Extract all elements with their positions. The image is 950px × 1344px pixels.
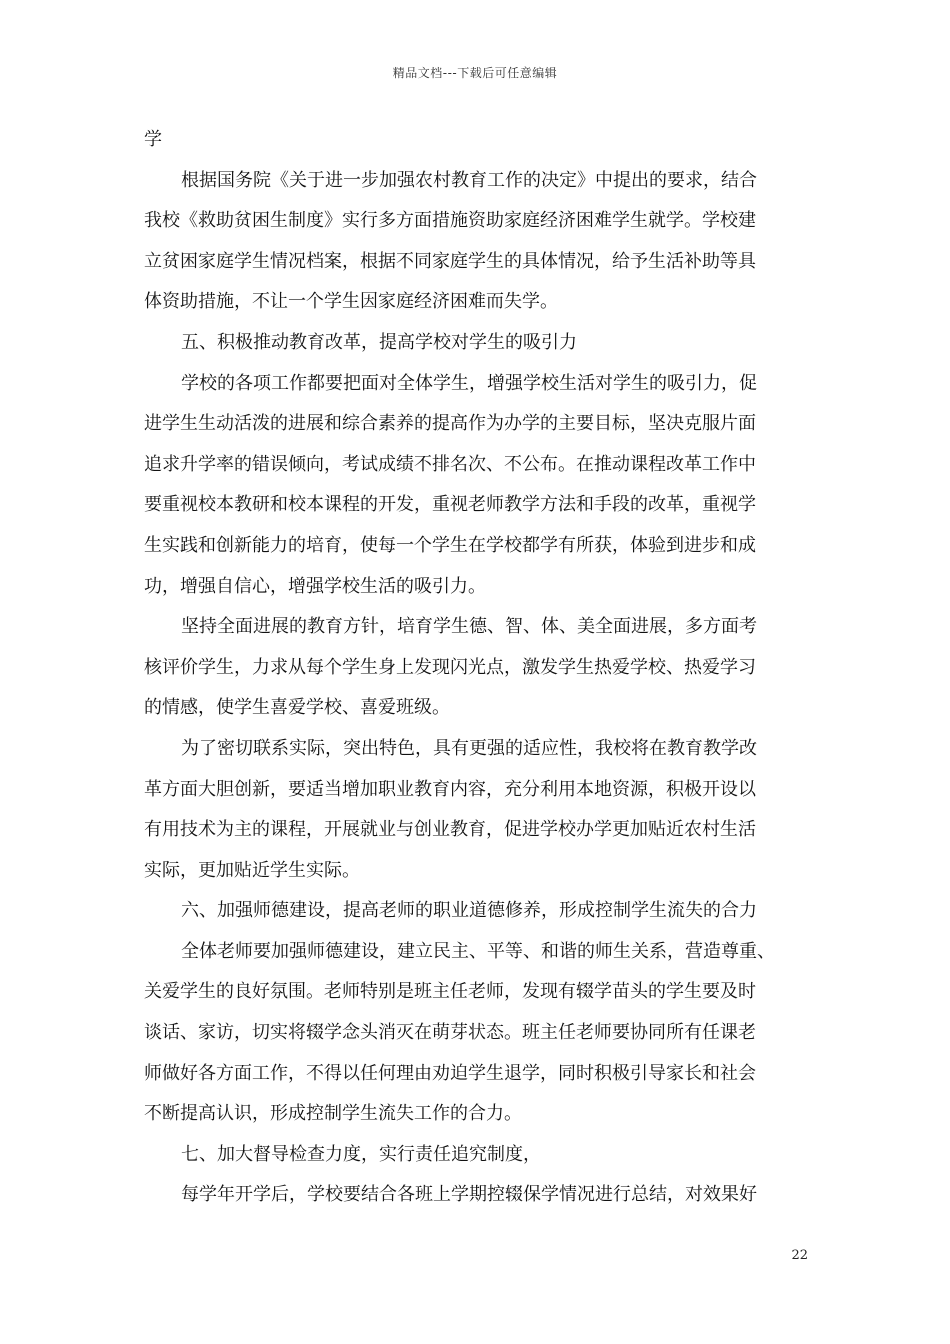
page-header: 精品文档---下载后可任意编辑 — [392, 66, 558, 80]
text-line: 坚持全面进展的教育方针，培育学生德、智、体、美全面进展，多方面考 — [181, 616, 757, 638]
section-heading: 七、加大督导检查力度，实行责任追究制度， — [181, 1143, 541, 1165]
text-line: 每学年开学后，学校要结合各班上学期控辍保学情况进行总结，对效果好 — [181, 1184, 757, 1206]
page-number: 22 — [791, 1248, 808, 1263]
text-line: 的情感，使学生喜爱学校、喜爱班级。 — [144, 697, 450, 719]
text-line: 关爱学生的良好氛围。老师特别是班主任老师，发现有辍学苗头的学生要及时 — [144, 981, 756, 1003]
text-line: 不断提高认识，形成控制学生流失工作的合力。 — [144, 1103, 522, 1125]
text-line: 实际，更加贴近学生实际。 — [144, 859, 360, 881]
text-line: 功，增强自信心，增强学校生活的吸引力。 — [144, 575, 486, 597]
text-line: 谈话、家访，切实将辍学念头消灭在萌芽状态。班主任老师要协同所有任课老 — [144, 1022, 756, 1044]
text-line: 革方面大胆创新，要适当增加职业教育内容，充分利用本地资源，积极开设以 — [144, 778, 756, 800]
text-line: 追求升学率的错误倾向，考试成绩不排名次、不公布。在推动课程改革工作中 — [144, 453, 756, 475]
text-line: 进学生生动活泼的进展和综合素养的提高作为办学的主要目标，坚决克服片面 — [144, 413, 756, 435]
text-line: 核评价学生，力求从每个学生身上发现闪光点，激发学生热爱学校、热爱学习 — [144, 656, 756, 678]
text-line: 立贫困家庭学生情况档案，根据不同家庭学生的具体情况，给予生活补助等具 — [144, 250, 756, 272]
text-line: 体资助措施，不让一个学生因家庭经济困难而失学。 — [144, 291, 558, 313]
text-line: 学 — [144, 129, 162, 150]
text-line: 生实践和创新能力的培育，使每一个学生在学校都学有所获，体验到进步和成 — [144, 534, 756, 556]
text-line: 要重视校本教研和校本课程的开发，重视老师教学方法和手段的改革，重视学 — [144, 494, 756, 516]
text-line: 根据国务院《关于进一步加强农村教育工作的决定》中提出的要求，结合 — [181, 169, 757, 191]
text-line: 全体老师要加强师德建设，建立民主、平等、和谐的师生关系，营造尊重、 — [181, 940, 775, 962]
section-heading: 五、积极推动教育改革，提高学校对学生的吸引力 — [181, 331, 577, 353]
text-line: 我校《救助贫困生制度》实行多方面措施资助家庭经济困难学生就学。学校建 — [144, 210, 756, 232]
text-line: 有用技术为主的课程，开展就业与创业教育，促进学校办学更加贴近农村生活 — [144, 819, 756, 841]
text-line: 师做好各方面工作，不得以任何理由劝迫学生退学，同时积极引导家长和社会 — [144, 1062, 756, 1084]
text-line: 为了密切联系实际，突出特色，具有更强的适应性，我校将在教育教学改 — [181, 737, 757, 759]
document-body — [144, 120, 808, 1216]
text-line: 学校的各项工作都要把面对全体学生，增强学校生活对学生的吸引力，促 — [181, 372, 757, 394]
section-heading: 六、加强师德建设，提高老师的职业道德修养，形成控制学生流失的合力 — [181, 900, 757, 922]
